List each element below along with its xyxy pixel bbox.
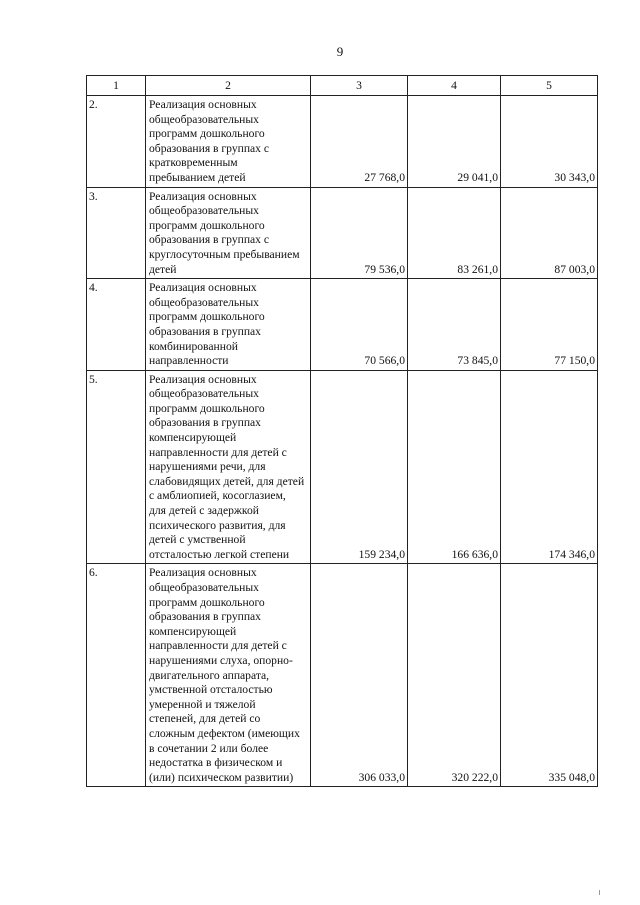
value-year-1: 27 768,0 bbox=[311, 96, 408, 188]
service-name-line: (или) психическом развитии) bbox=[149, 770, 294, 784]
service-name-line: образования в группах с bbox=[149, 141, 270, 155]
service-name-line: Реализация основных bbox=[149, 372, 257, 386]
value-year-1: 79 536,0 bbox=[311, 187, 408, 279]
row-number: 3. bbox=[87, 187, 146, 279]
service-name-line: двигательного аппарата, bbox=[149, 668, 270, 682]
column-header: 1 bbox=[87, 76, 146, 96]
service-name-line: общеобразовательных bbox=[149, 581, 259, 594]
budget-table bbox=[86, 75, 598, 787]
service-name-line: сложным дефектом (имеющих bbox=[149, 726, 300, 740]
table-row bbox=[87, 564, 598, 787]
row-number: 5. bbox=[87, 370, 146, 564]
column-header: 3 bbox=[311, 76, 408, 96]
service-name bbox=[146, 564, 311, 787]
table-header-row bbox=[87, 76, 598, 96]
service-name-line: кратковременным bbox=[149, 156, 238, 170]
service-name-line: образования в группах bbox=[149, 324, 261, 338]
service-name-line: круглосуточным пребыванием bbox=[149, 247, 300, 261]
service-name-line: с амблиопией, косоглазием, bbox=[149, 489, 286, 503]
value-year-3: 335 048,0 bbox=[501, 564, 598, 787]
service-name bbox=[146, 370, 311, 564]
service-name-line: направленности для детей с bbox=[149, 639, 287, 653]
service-name-line: комбинированной bbox=[149, 339, 238, 353]
column-header: 2 bbox=[146, 76, 311, 96]
scan-mark bbox=[599, 890, 600, 895]
service-name-line: недостатка в физическом и bbox=[149, 756, 283, 770]
service-name-line: нарушениями слуха, опорно- bbox=[149, 653, 293, 667]
value-year-2: 83 261,0 bbox=[408, 187, 501, 279]
service-name-line: образования в группах bbox=[149, 610, 261, 624]
service-name bbox=[146, 96, 311, 188]
service-name-line: психического развития, для bbox=[149, 518, 286, 532]
table-body bbox=[87, 96, 598, 787]
service-name-line: образования в группах bbox=[149, 416, 261, 430]
service-name-line: образования в группах с bbox=[149, 233, 270, 247]
table-row bbox=[87, 96, 598, 188]
value-year-1: 70 566,0 bbox=[311, 279, 408, 371]
service-name-line: Реализация основных bbox=[149, 566, 257, 580]
service-name-line: в сочетании 2 или более bbox=[149, 741, 269, 755]
row-number: 2. bbox=[87, 96, 146, 188]
service-name-line: программ дошкольного bbox=[149, 595, 265, 609]
service-name-line: детей с умственной bbox=[149, 533, 246, 547]
service-name-line: для детей с задержкой bbox=[149, 504, 259, 518]
service-name-line: Реализация основных bbox=[149, 189, 257, 203]
service-name-line: общеобразовательных bbox=[149, 387, 259, 401]
service-name-line: степеней, для детей со bbox=[149, 712, 261, 726]
service-name-line: программ дошкольного bbox=[149, 401, 265, 415]
value-year-2: 29 041,0 bbox=[408, 96, 501, 188]
page-number: 9 bbox=[336, 44, 344, 59]
service-name bbox=[146, 279, 311, 371]
service-name-line: направленности для детей с bbox=[149, 445, 287, 459]
service-name-line: программ дошкольного bbox=[149, 218, 265, 232]
service-name-line: пребыванием детей bbox=[149, 170, 246, 184]
service-name-line: общеобразовательных bbox=[149, 204, 259, 218]
service-name bbox=[146, 187, 311, 279]
value-year-3: 77 150,0 bbox=[501, 279, 598, 371]
service-name-line: слабовидящих детей, для детей bbox=[149, 474, 305, 488]
value-year-3: 30 343,0 bbox=[501, 96, 598, 188]
value-year-1: 159 234,0 bbox=[311, 370, 408, 564]
service-name-line: отсталостью легкой степени bbox=[149, 547, 290, 561]
service-name-line: умеренной и тяжелой bbox=[149, 697, 256, 711]
service-name-line: компенсирующей bbox=[149, 431, 237, 445]
service-name-line: детей bbox=[149, 262, 177, 276]
table-row bbox=[87, 370, 598, 564]
column-header: 4 bbox=[408, 76, 501, 96]
value-year-2: 166 636,0 bbox=[408, 370, 501, 564]
service-name-line: направленности bbox=[149, 354, 229, 368]
value-year-3: 174 346,0 bbox=[501, 370, 598, 564]
value-year-2: 320 222,0 bbox=[408, 564, 501, 787]
value-year-1: 306 033,0 bbox=[311, 564, 408, 787]
service-name-line: нарушениями речи, для bbox=[149, 460, 266, 474]
service-name-line: программ дошкольного bbox=[149, 310, 265, 324]
service-name-line: компенсирующей bbox=[149, 624, 237, 638]
table-row bbox=[87, 279, 598, 371]
value-year-2: 73 845,0 bbox=[408, 279, 501, 371]
service-name-line: общеобразовательных bbox=[149, 295, 259, 309]
row-number: 6. bbox=[87, 564, 146, 787]
value-year-3: 87 003,0 bbox=[501, 187, 598, 279]
row-number: 4. bbox=[87, 279, 146, 371]
service-name-line: Реализация основных bbox=[149, 281, 257, 295]
column-header: 5 bbox=[501, 76, 598, 96]
service-name-line: общеобразовательных bbox=[149, 112, 259, 126]
service-name-line: программ дошкольного bbox=[149, 127, 265, 141]
table-row bbox=[87, 187, 598, 279]
service-name-line: Реализация основных bbox=[149, 98, 257, 111]
service-name-line: умственной отсталостью bbox=[149, 683, 273, 697]
